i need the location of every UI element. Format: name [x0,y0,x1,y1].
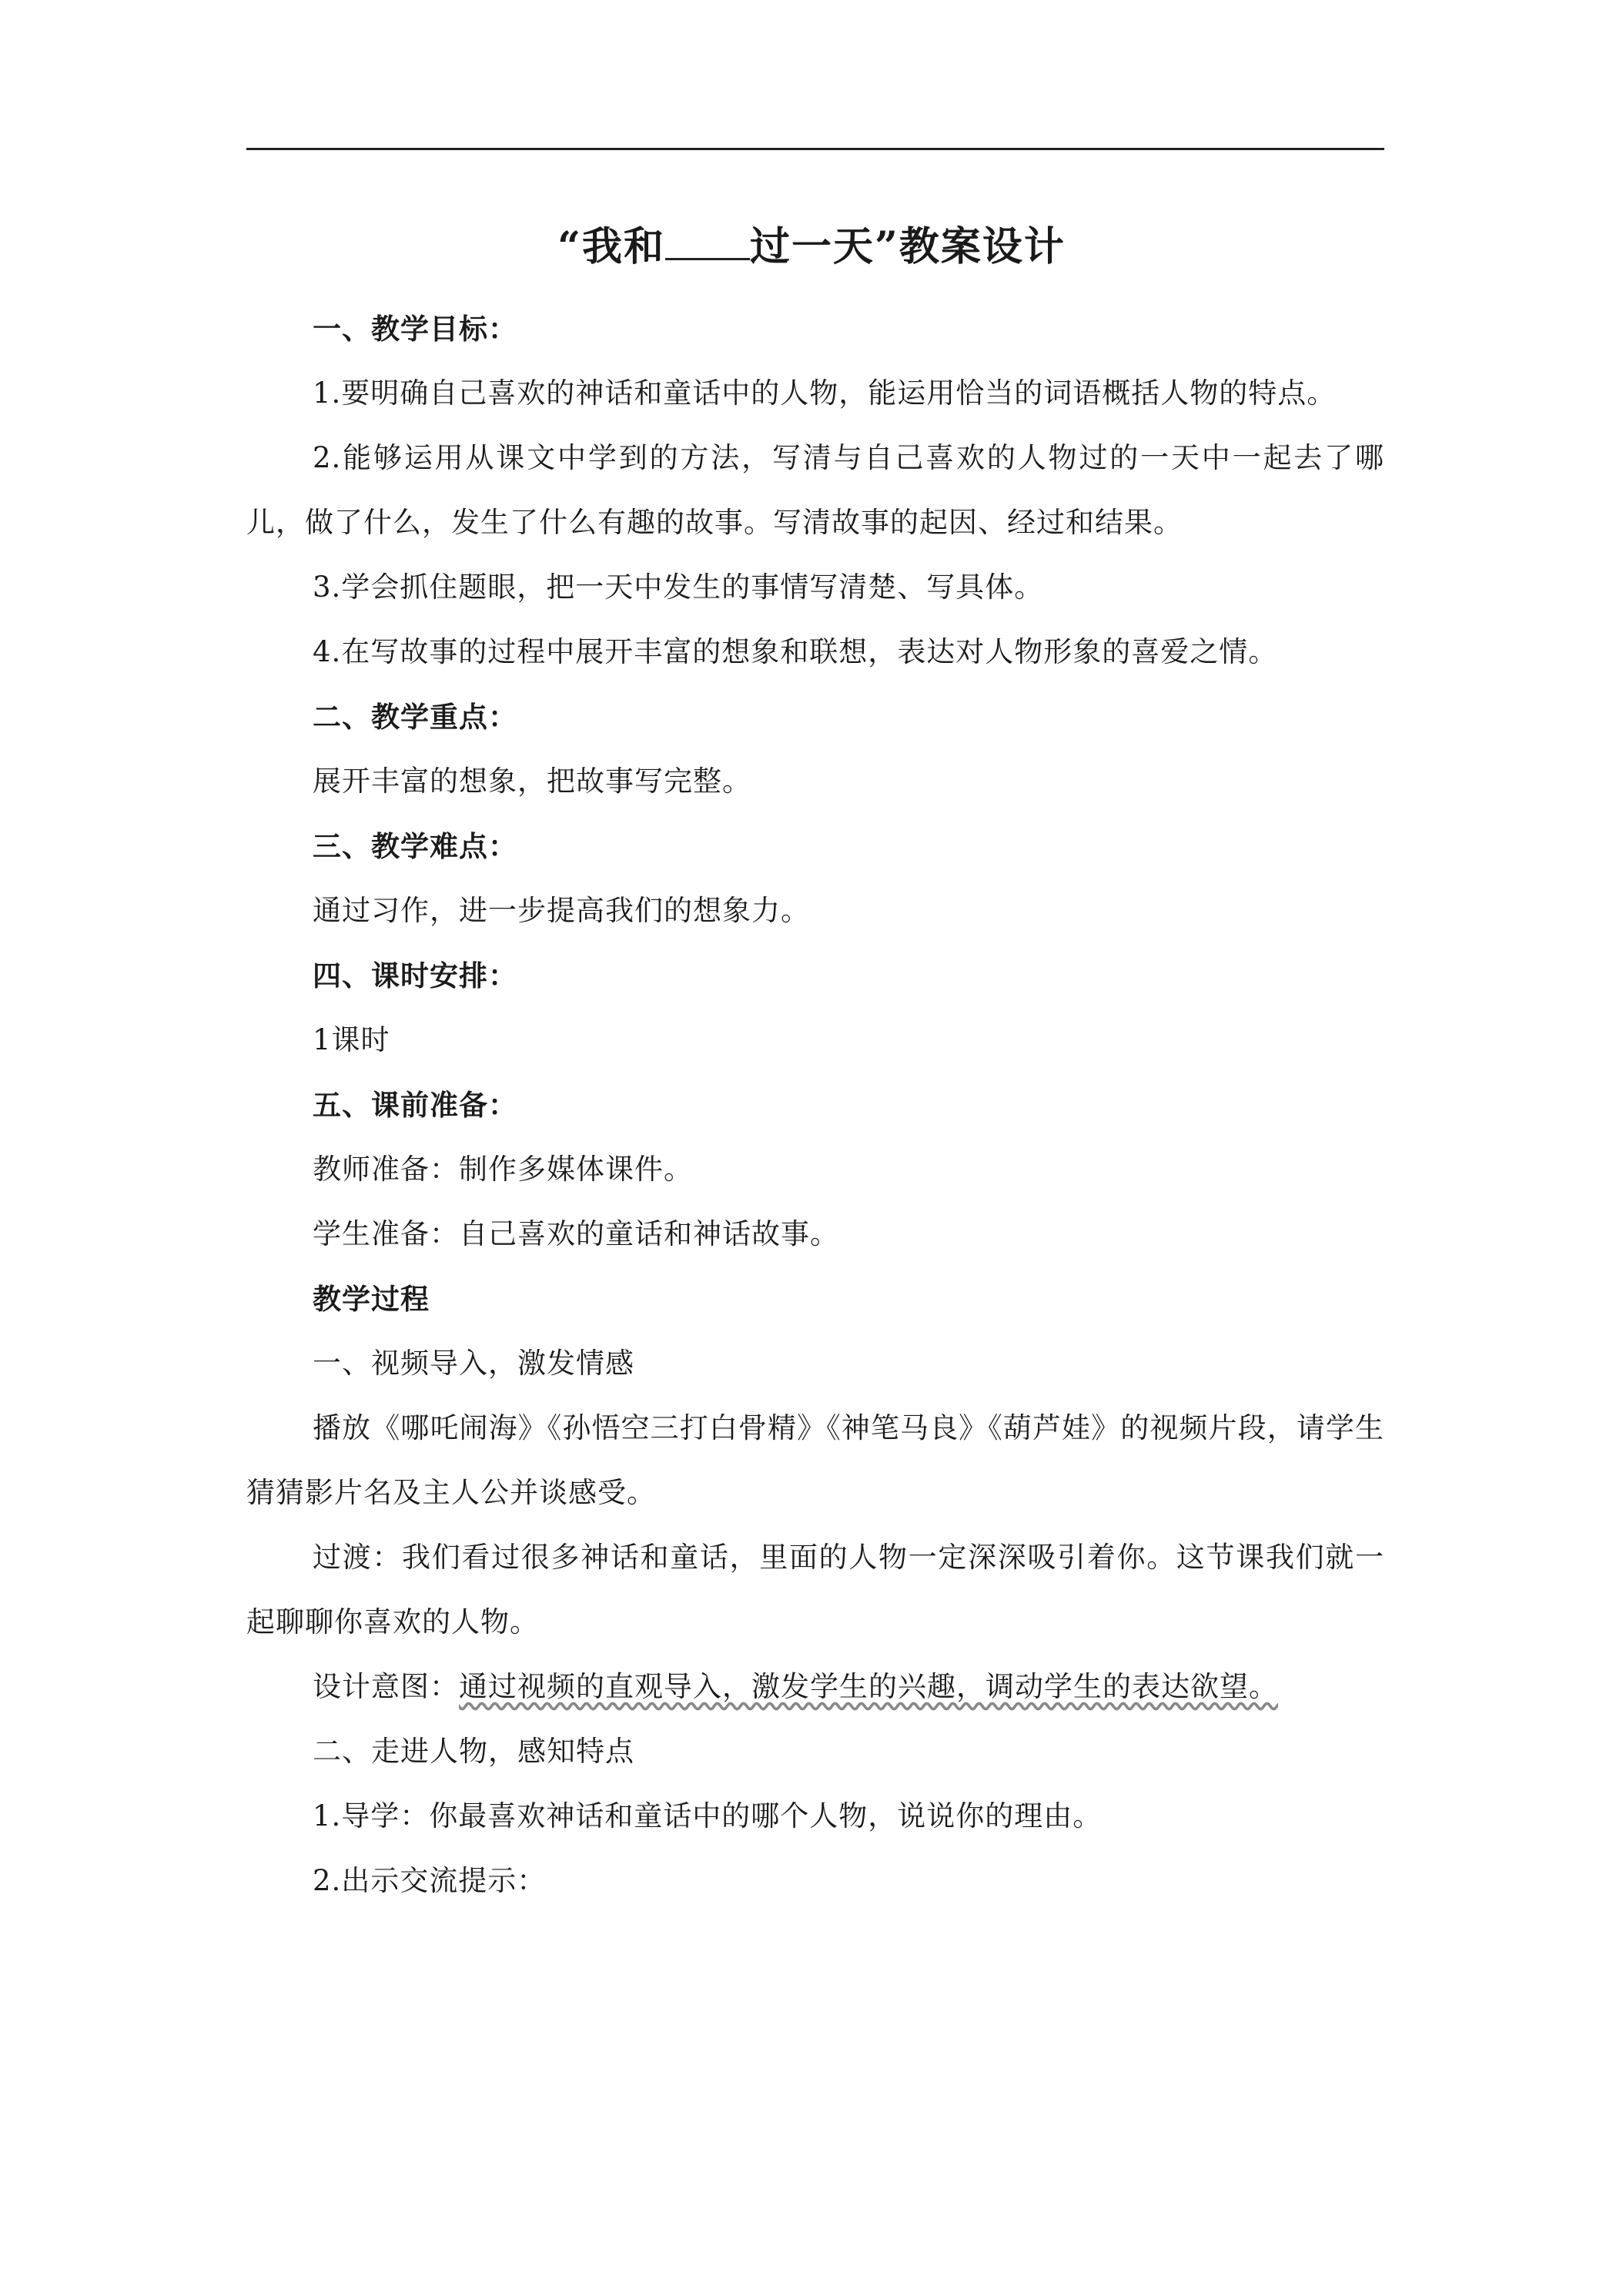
title-blank [665,223,750,260]
section-heading [246,1073,1384,1137]
section-heading [246,684,1384,749]
paragraph-text: 4.在写故事的过程中展开丰富的想象和联想，表达对人物形象的喜爱之情。 [313,635,1278,668]
paragraph-text: 设计意图： [313,1670,459,1703]
paragraph [246,1202,1384,1267]
paragraph-text: 通过习作，进一步提高我们的想象力。 [313,894,810,927]
paragraph [246,555,1384,620]
paragraph [246,1849,1384,1913]
paragraph-text: 播放《哪吒闹海》《孙悟空三打白骨精》《神笔马良》《葫芦娃》的视频片段，请学生猜猜影片名及主人公并谈感受。 [246,1411,1384,1509]
paragraph [246,1719,1384,1784]
paragraph-text: 过渡：我们看过很多神话和童话，里面的人物一定深深吸引着你。这节课我们就一起聊聊你喜欢的人物。 [246,1541,1384,1638]
paragraph [246,1137,1384,1202]
paragraph-text: 三、教学难点： [313,829,517,863]
paragraph [246,749,1384,814]
paragraph-text: 展开丰富的想象，把故事写完整。 [313,765,751,798]
paragraph [246,1655,1384,1719]
paragraph [246,1784,1384,1849]
paragraph-text: 学生准备：自己喜欢的童话和神话故事。 [313,1217,839,1250]
document-title [0,219,1623,275]
title-before: “我和 [557,223,665,270]
document-body [246,296,1384,1913]
paragraph [246,426,1384,555]
paragraph [246,1331,1384,1396]
paragraph [246,1525,1384,1655]
paragraph [246,620,1384,684]
paragraph-text: 四、课时安排： [313,959,517,992]
paragraph-text: 教学过程 [313,1282,430,1316]
paragraph [246,1396,1384,1525]
paragraph-text: 二、教学重点： [313,700,517,734]
section-heading [246,814,1384,879]
paragraph [246,879,1384,943]
title-after: 过一天”教案设计 [750,223,1066,270]
section-heading [246,1267,1384,1331]
section-heading [246,943,1384,1008]
paragraph-text: 3.学会抓住题眼，把一天中发生的事情写清楚、写具体。 [313,571,1044,604]
paragraph [246,361,1384,426]
header-rule [246,148,1384,150]
wavy-underlined-text: 通过视频的直观导入，激发学生的兴趣，调动学生的表达欲望。 [459,1670,1278,1703]
paragraph [246,1008,1384,1073]
paragraph-text: 1课时 [313,1023,390,1056]
paragraph-text: 2.出示交流提示： [313,1864,547,1897]
paragraph-text: 2.能够运用从课文中学到的方法，写清与自己喜欢的人物过的一天中一起去了哪儿，做了什么，发生了什么有趣的故事。写清故事的起因、经过和结果。 [246,441,1384,539]
paragraph-text: 一、教学目标： [313,312,517,346]
paragraph-text: 1.导学：你最喜欢神话和童话中的哪个人物，说说你的理由。 [313,1799,1103,1832]
paragraph-text: 二、走进人物，感知特点 [313,1735,634,1768]
paragraph-text: 一、视频导入，激发情感 [313,1347,634,1380]
section-heading [246,296,1384,361]
paragraph-text: 教师准备：制作多媒体课件。 [313,1153,693,1186]
paragraph-text: 五、课前准备： [313,1088,517,1122]
paragraph-text: 1.要明确自己喜欢的神话和童话中的人物，能运用恰当的词语概括人物的特点。 [313,377,1337,410]
